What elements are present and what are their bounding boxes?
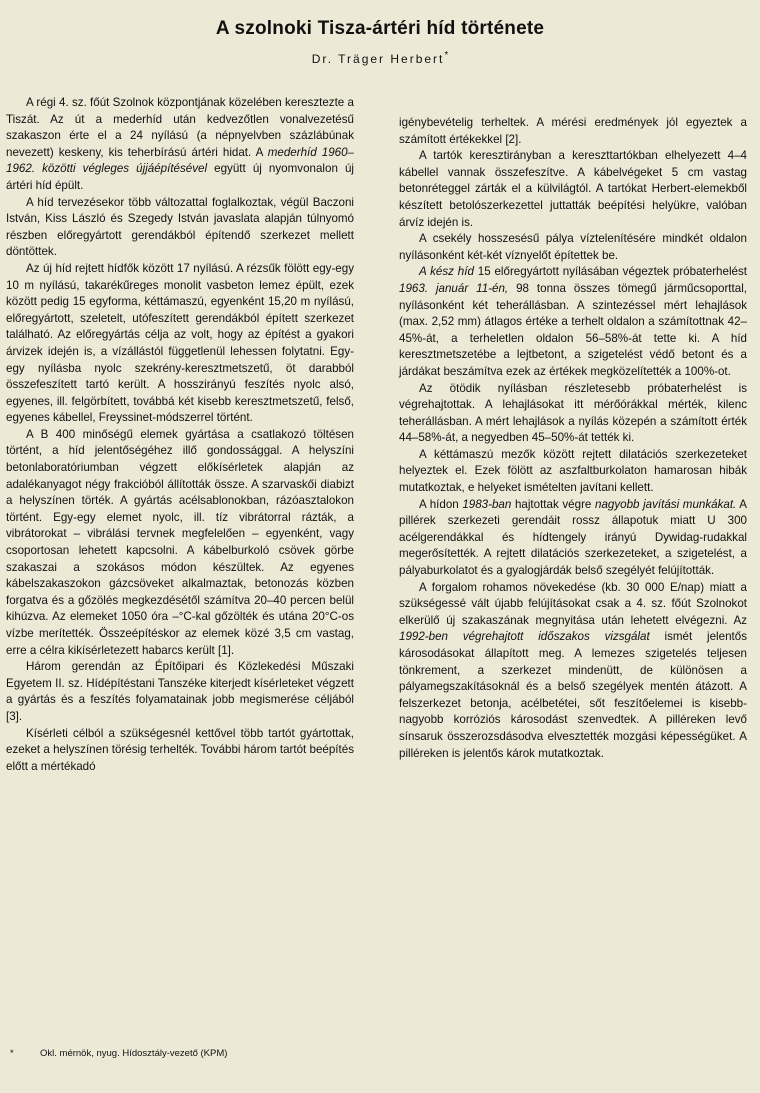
paragraph: [399, 497, 747, 580]
paragraph: [399, 264, 747, 380]
paragraph: [6, 726, 354, 776]
emphasized-text: 1992-ben végrehajtott időszakos vizsgálat: [399, 630, 650, 644]
paragraph: [399, 447, 747, 497]
paragraph: [6, 95, 354, 195]
text-run: A tartók keresztirányban a kereszttartókban elhelyezett 4–4 kábellel vannak összefeszítve. A kábelvégeket 5 cm vastag betonréteggel zárták el a külvilágtól. A tartókat Herbert-elemekből készített betolószerkezettel juttatták beépítési helyükre, valóban árvíz idején is.: [399, 149, 747, 229]
text-run: együtt új nyomvonalon új ártéri híd épült.: [6, 162, 354, 192]
paragraph: [6, 659, 354, 725]
left-column: [6, 95, 354, 775]
paragraph: [6, 427, 354, 659]
text-run: igénybevételig terheltek. A mérési eredmények jól egyeztek a számított értékekkel [2].: [399, 116, 747, 146]
text-run: A régi 4. sz. főút Szolnok központjának közelében keresztezte a Tiszát. Az út a mederhíd után kedvezőtlen vonalvezetésű szakaszon érte el a 24 nyílású (a népnyelvben százlábúnak nevezett) keskeny, kis teherbírású ártéri hidat. A: [6, 96, 354, 159]
article-title: A szolnoki Tisza-ártéri híd története: [215, 18, 545, 39]
emphasized-text: mederhíd 1960–1962. közötti végleges újjáépítésével: [6, 145, 354, 176]
text-run: A forgalom rohamos növekedése (kb. 30 000 E/nap) miatt a szükségessé vált újabb felújításokat csak a 4. sz. főút Szolnokot elkerülő új szakaszának megnyitása után lehetett elvégezni. Az: [399, 580, 747, 627]
text-run: Az ötödik nyílásban részletesebb próbaterhelést is végrehajtottak. A lehajlásokat itt mérőórákkal mérték, kilenc teherállásban. A mért lehajlások a nyílás közepén a számított érték 44–58%-át, a negyedben 45–50%-át tették ki.: [399, 381, 747, 445]
author-line: [0, 50, 760, 66]
text-run: A pillérek szerkezeti gerendáit rossz állapotuk miatt U 300 acélgerendákkal és hídtengely irányú Dywidag-rudakkal megerősítették. A rejtett dilatációs szerkezeteket, a szigetelést, a pályaburkolatot és a gyalogjárdák belső szegélyét felújították.: [399, 497, 747, 578]
text-run: Három gerendán az Építőipari és Közlekedési Műszaki Egyetem II. sz. Hídépítéstani Tanszéke kiterjedt kísérleteket végzett a gyártás és a feszítés folyamatainak jobb megismerése céljából [3].: [6, 660, 354, 723]
text-run: A hídon: [419, 497, 463, 511]
paragraph: [399, 148, 747, 231]
paragraph: [399, 231, 747, 264]
text-run: A csekély hosszesésű pálya víztelenítésére mindkét oldalon nyílásonként két-két víznyelőt építettek be.: [399, 232, 747, 262]
emphasized-text: nagyobb javítási munkákat.: [595, 497, 737, 511]
footnote-text: Okl. mérnök, nyug. Hídosztály-vezető (KPM): [40, 1048, 228, 1059]
text-run: Az új híd rejtett hídfők között 17 nyílású. A rézsűk fölött egy-egy 10 m nyílású, takarékűreges monolit vasbeton lemez épült, ezek között pedig 15 egyforma, kéttámaszú, egyenként 15,20 m nyílású, előregyártott, szeletelt, utófeszített gerendákból épített szerkezet található. Az előregyártás célja az volt, hogy az építést a gyakori árvizek idején is, a vízállástól függetlenül lehessen folytatni. Egy-egy nyílásba nyolc szekrény-keresztmetszetű, öt darabból összefeszített tartó került. A hosszirányú feszítés nyolc alsó, egyenes, ill. felgörbített, továbbá két kisebb keresztmetszetű, felső, egyenes kábellel, Freyssinet-módszerrel történt.: [6, 261, 354, 425]
text-run: A kéttámaszú mezők között rejtett dilatációs szerkezeteket helyeztek el. Ezek fölött az aszfaltburkolaton hamarosan hibák mutatkoztak, e helyeket ismételten javítani kellett.: [399, 447, 747, 495]
right-column: [399, 115, 747, 762]
paragraph: [399, 381, 747, 447]
author-footnote-mark: *: [444, 50, 449, 61]
paragraph: [6, 195, 354, 261]
text-run: hajtottak végre: [511, 497, 595, 511]
emphasized-text: A kész híd: [419, 265, 474, 279]
text-run: A B 400 minőségű elemek gyártása a csatlakozó töltésen történt, a híd jelentőségéhez illő gondossággal. A helyszíni betonlaboratóriumban végzett előkísérletek alapján az adalékanyagot négy frakcióból állították össze. A szarvaskői diabizt a helyszínen törték. A gyártás acélsablonokban, rázóasztalokon történt. Egy-egy elemet nyolc, ill. tíz vibrátorral rázták, a vibrátorokat – vibrálási tervnek megfelelően – egyenként, vagy csoportosan lehetett kapcsolni. A kábelburkoló csövek görbe szakaszai a szokásos módon készültek. Az egyenes kábelszakaszokon gázcsöveket alkalmaztak, betonozás közben forgatva és a gőzölés megkezdésétől számítva 20–40 percen belül kihúzva. Az elemeket 1050 óra –°C-kal gőzölték és utána 20°C-os vízbe merítették. Összeépítéskor az elemek közé 3,5 cm vastag, erre a célra kikísérletezett habarcs került [1].: [6, 427, 354, 657]
footnote: [10, 1048, 227, 1059]
emphasized-text: 1983-ban: [462, 497, 512, 511]
text-run: Kísérleti célból a szükségesnél kettővel több tartót gyártottak, ezeket a helyszínen törésig terhelték. További három tartót beépítés előtt a mértékadó: [6, 726, 354, 773]
paragraph: [6, 261, 354, 427]
text-run: 15 előregyártott nyílásában végeztek próbaterhelést: [473, 265, 747, 279]
author-name: Dr. Träger Herbert: [311, 52, 445, 66]
paragraph: [399, 115, 747, 148]
text-run: ismét jelentős károsodásokat állapított meg. A lemezes szigetelés teljesen tönkrement, a szerkezet mindenütt, de különösen a pályamegszakításoknál és a belső szegélyek mentén átázott. A felszerkezet betonja, acélbetétei, sőt feszítőelemei is kisebb-nagyobb korróziós károsodást szenvedtek. A pilléreken levő sínsaruk összerozsdásodva elvesztették mozgási képességüket. A pilléreken is jelentős károk mutatkoztak.: [399, 630, 747, 760]
text-run: A híd tervezésekor több változattal foglalkoztak, végül Baczoni István, Kiss László és Szegedy István javaslata alapján túlnyomó részben előregyártott gerendákból építendő szerkezet mellett döntöttek.: [6, 195, 354, 259]
emphasized-text: 1963. január 11-én,: [399, 281, 509, 295]
footnote-mark: *: [10, 1048, 14, 1059]
paragraph: [399, 580, 747, 763]
text-run: 98 tonna összes tömegű járműcsoporttal, nyílásonként két teherállásban. A szintezéssel mért lehajlások (max. 2,52 mm) átlagos értéke a terhelt oldalon a számítottnak 42–45%-át, a terheletlen oldalon 56–58%-át tette ki. A híd keresztmetszetébe a lejtbetont, a szigetelést védő betont és a járdákat beszámítva ezek az értékek megközelítették a 100%-ot.: [399, 281, 747, 378]
